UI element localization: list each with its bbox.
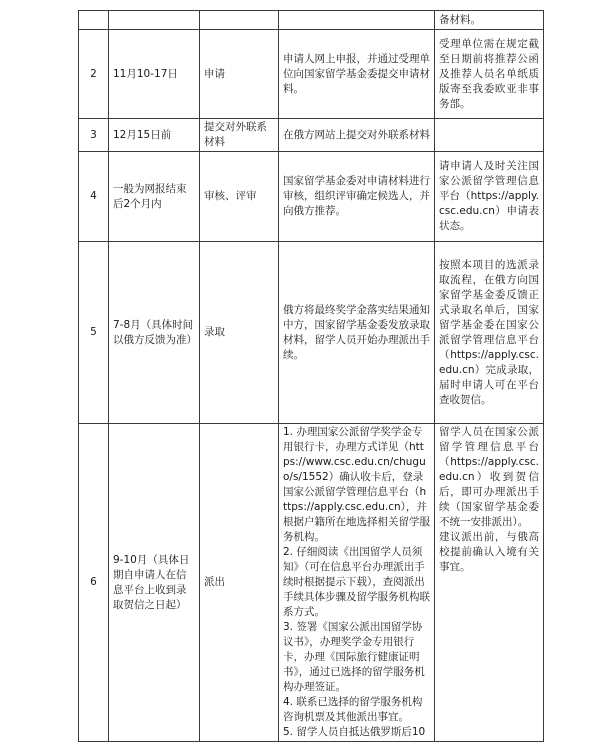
procedure-step: 5. 留学人员自抵达俄罗斯后10: [283, 726, 426, 738]
cell-description: 俄方将最终奖学金落实结果通知中方，国家留学基金委发放录取材料，留学人员开始办理派出手续。: [279, 242, 435, 424]
cell-stage: 审核、评审: [200, 152, 279, 242]
cell-time: [109, 11, 200, 30]
cell-notes: [435, 119, 544, 152]
cell-number: [79, 11, 109, 30]
note-paragraph: 按照本项目的选派录取流程，在俄方向国家留学基金委反馈正式录取名单后，国家留学基金委在国家公派留学管理信息平台（https://apply.csc.edu.cn）完成录取，届时申请人可在平台查收贺信。: [439, 258, 539, 406]
cell-description: [279, 424, 435, 742]
note-paragraph: 备材料。: [439, 13, 481, 26]
procedure-step: 1. 办理国家公派留学奖学金专用银行卡，办理方式详见（https://www.csc.edu.cn/chuguo/s/1552）确认收卡后，登录国家公派留学管理信息平台（https://apply.csc.edu.cn），并根据户籍所在地选择相关留学服务机构。: [283, 426, 430, 543]
schedule-table: [78, 10, 544, 742]
cell-number: 2: [79, 30, 109, 119]
note-paragraph: 请申请人及时关注国家公派留学管理信息平台（https://apply.csc.edu.cn）申请表状态。: [439, 160, 539, 232]
cell-notes: [435, 152, 544, 242]
cell-time: 9-10月（具体日期自申请人在信息平台上收到录取贺信之日起）: [109, 424, 200, 742]
cell-stage: 派出: [200, 424, 279, 742]
table-row: [79, 30, 544, 119]
table-row: [79, 424, 544, 742]
cell-number: 6: [79, 424, 109, 742]
procedure-step: 4. 联系已选择的留学服务机构咨询机票及其他派出事宜。: [283, 696, 423, 723]
table-row: [79, 119, 544, 152]
table-row: [79, 152, 544, 242]
cell-time: 11月10-17日: [109, 30, 200, 119]
cell-number: 3: [79, 119, 109, 152]
note-paragraph: 留学人员在国家公派留学管理信息平台（https://apply.csc.edu.cn）收到贺信后，即可办理派出手续（国家留学基金委不统一安排派出）。: [439, 426, 539, 528]
table-row: [79, 242, 544, 424]
cell-time: 一般为网报结束后2个月内: [109, 152, 200, 242]
cell-description: 在俄方网站上提交对外联系材料: [279, 119, 435, 152]
cell-time: 7-8月（具体时间以俄方反馈为准）: [109, 242, 200, 424]
cell-notes: [435, 11, 544, 30]
cell-notes: [435, 424, 544, 742]
cell-stage: 提交对外联系材料: [200, 119, 279, 152]
note-paragraph: 受理单位需在规定截至日期前将推荐公函及推荐人员名单纸质版寄至我委欧亚非事务部。: [439, 37, 539, 110]
cell-number: 4: [79, 152, 109, 242]
cell-notes: [435, 242, 544, 424]
cell-notes: [435, 30, 544, 119]
cell-stage: 录取: [200, 242, 279, 424]
note-paragraph: 建议派出前，与俄高校提前确认入境有关事宜。: [439, 531, 539, 573]
table-row: [79, 11, 544, 30]
cell-time: 12月15日前: [109, 119, 200, 152]
cell-description: 国家留学基金委对申请材料进行审核，组织评审确定候选人，并向俄方推荐。: [279, 152, 435, 242]
cell-number: 5: [79, 242, 109, 424]
cell-stage: 申请: [200, 30, 279, 119]
cell-description: 申请人网上申报，并通过受理单位向国家留学基金委提交申请材料。: [279, 30, 435, 119]
procedure-step: 2. 仔细阅读《出国留学人员须知》（可在信息平台办理派出手续时根据提示下载），查阅派出手续具体步骤及留学服务机构联系方式。: [283, 546, 430, 618]
cell-description: [279, 11, 435, 30]
procedure-step: 3. 签署《国家公派出国留学协议书》，办理奖学金专用银行卡，办理《国际旅行健康证明书》，通过已选择的留学服务机构办理签证。: [283, 621, 425, 693]
cell-stage: [200, 11, 279, 30]
